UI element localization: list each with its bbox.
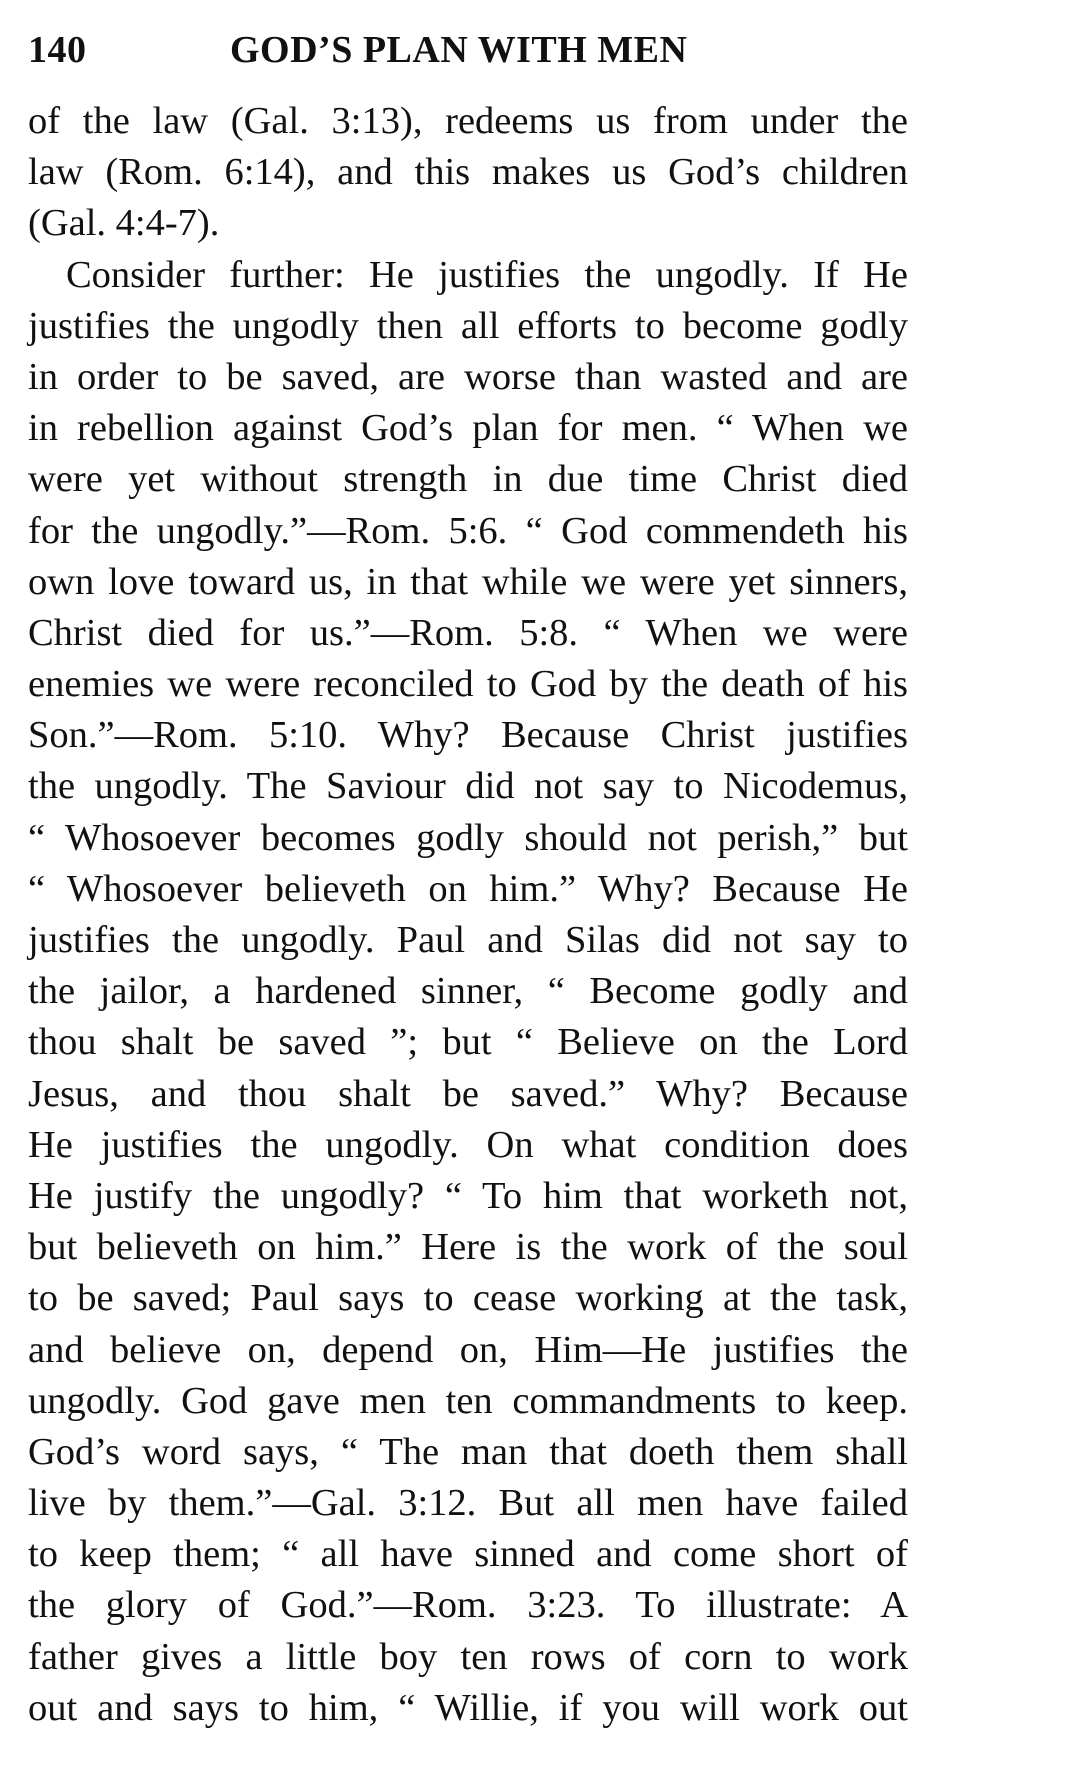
text-line: (Gal. 4:4-7).	[28, 202, 220, 245]
text-line: Son.”—Rom. 5:10. Why? Because Christ justifies	[28, 714, 908, 757]
text-line: law (Rom. 6:14), and this makes us God’s children	[28, 151, 908, 194]
text-line: father gives a little boy ten rows of corn to work	[28, 1635, 908, 1678]
text-line: live by them.”—Gal. 3:12. But all men have failed	[28, 1482, 908, 1525]
text-line: thou shalt be saved ”; but “ Believe on the Lord	[28, 1021, 908, 1064]
page-header	[28, 18, 913, 78]
text-line: He justifies the ungodly. On what condition does	[28, 1123, 908, 1166]
text-line: Consider further: He justifies the ungodly. If He	[66, 253, 908, 296]
text-line: to keep them; “ all have sinned and come short of	[28, 1533, 908, 1576]
text-line: enemies we were reconciled to God by the death of his	[28, 663, 908, 706]
text-line: Christ died for us.”—Rom. 5:8. “ When we were	[28, 611, 908, 654]
text-line: “ Whosoever believeth on him.” Why? Because He	[28, 867, 908, 910]
text-line: were yet without strength in due time Christ died	[28, 458, 908, 501]
text-line: own love toward us, in that while we were yet sinners,	[28, 560, 908, 603]
text-line: justifies the ungodly. Paul and Silas did not say to	[28, 919, 908, 961]
text-line: the glory of God.”—Rom. 3:23. To illustrate: A	[28, 1584, 908, 1627]
text-line: in rebellion against God’s plan for men. “ When we	[28, 407, 908, 450]
text-line: in order to be saved, are worse than wasted and are	[28, 355, 908, 398]
text-line: but believeth on him.” Here is the work of the soul	[28, 1226, 908, 1269]
text-line: of the law (Gal. 3:13), redeems us from under the	[28, 100, 908, 142]
text-line: the jailor, a hardened sinner, “ Become godly and	[28, 970, 908, 1013]
page-number: 140	[28, 29, 87, 71]
running-title: GOD’S PLAN WITH MEN	[230, 29, 688, 71]
text-line: justifies the ungodly then all efforts to become godly	[28, 304, 908, 347]
text-line: for the ungodly.”—Rom. 5:6. “ God commendeth his	[28, 509, 908, 552]
text-line: to be saved; Paul says to cease working at the task,	[28, 1277, 908, 1320]
text-line: out and says to him, “ Willie, if you will work out	[28, 1686, 908, 1729]
text-line: ungodly. God gave men ten commandments to keep.	[28, 1379, 908, 1422]
body-text	[28, 96, 908, 1734]
text-line: the ungodly. The Saviour did not say to Nicodemus,	[28, 765, 908, 808]
text-line: and believe on, depend on, Him—He justifies the	[28, 1328, 908, 1371]
text-line: “ Whosoever becomes godly should not perish,” but	[28, 816, 908, 859]
text-line: Jesus, and thou shalt be saved.” Why? Because	[28, 1072, 908, 1115]
text-line: God’s word says, “ The man that doeth them shall	[28, 1430, 908, 1473]
text-line: He justify the ungodly? “ To him that worketh not,	[28, 1174, 908, 1217]
